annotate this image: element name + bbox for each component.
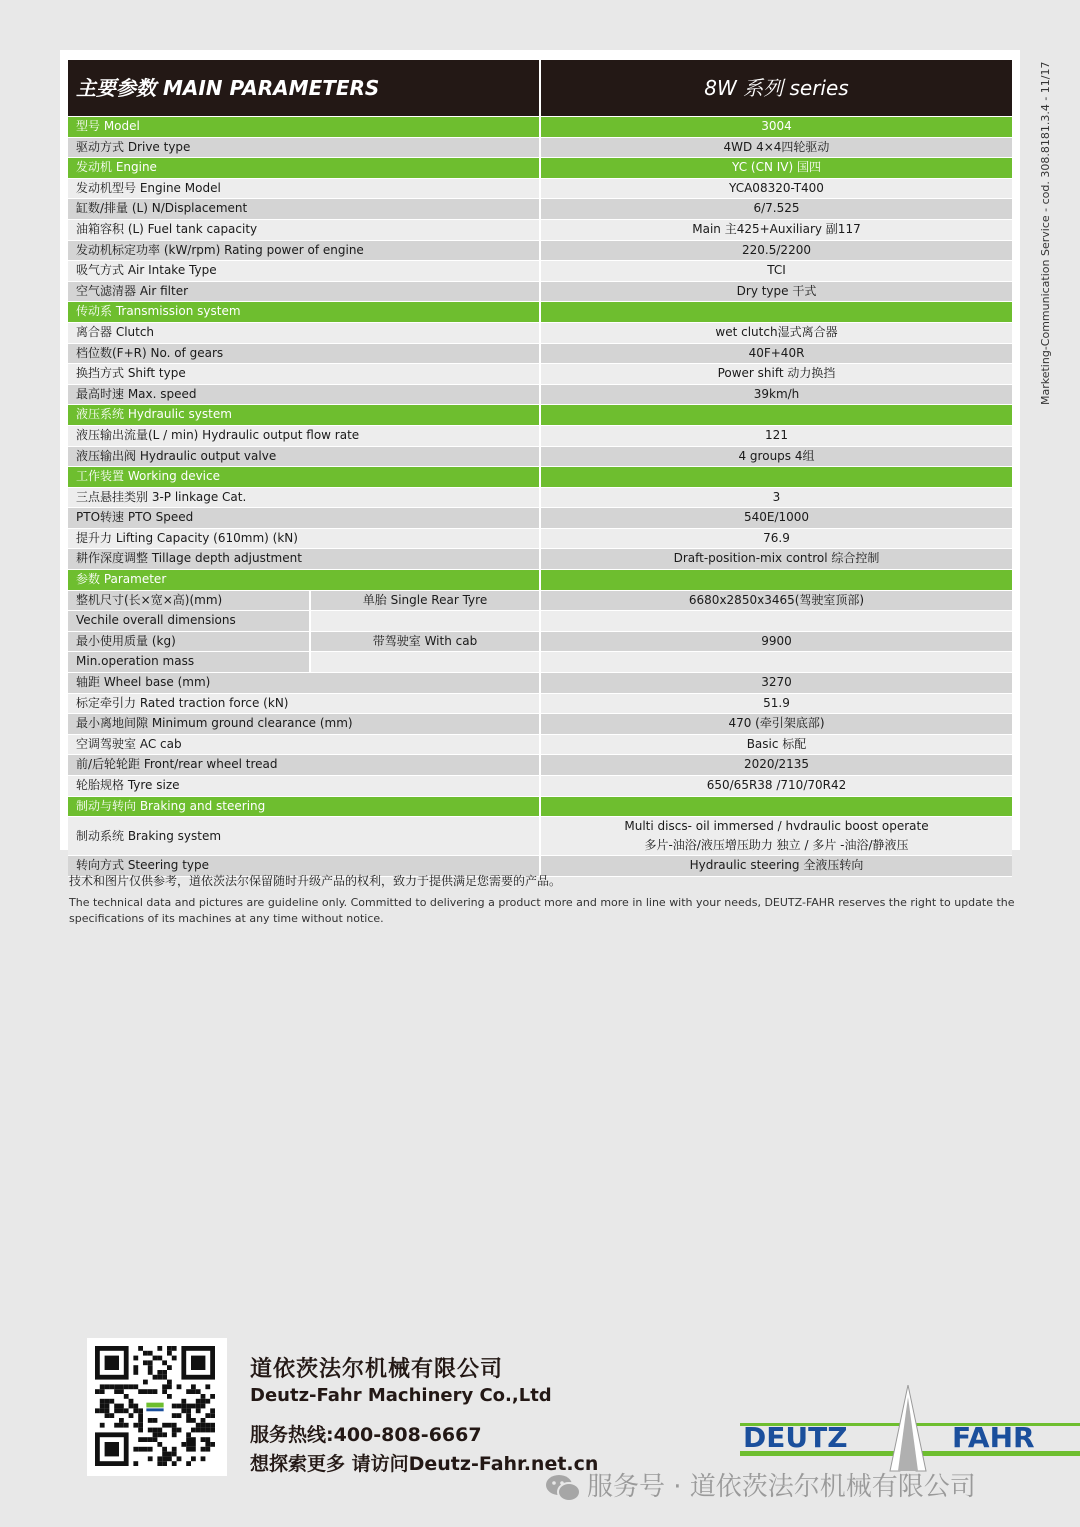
logo-text-left: DEUTZ xyxy=(743,1421,848,1454)
row-label: 缸数/排量 (L) N/Displacement xyxy=(68,199,540,220)
qr-code-icon xyxy=(87,1338,227,1476)
row-value xyxy=(540,302,1012,323)
deutz-fahr-logo xyxy=(740,1385,1080,1475)
row-value: 4WD 4×4四轮驱动 xyxy=(540,137,1012,158)
disclaimer xyxy=(69,872,1029,927)
row-value: 470 (牵引架底部) xyxy=(540,714,1012,735)
row-value: 76.9 xyxy=(540,528,1012,549)
row-label: 制动系统 Braking system xyxy=(68,817,540,856)
row-label: 驱动方式 Drive type xyxy=(68,137,540,158)
row-sub-label: 带驾驶室 With cab xyxy=(310,631,540,652)
table-row xyxy=(68,219,1012,240)
row-label: 发动机标定功率 (kW/rpm) Rating power of engine xyxy=(68,240,540,261)
table-row xyxy=(68,549,1012,570)
row-label-en: Vechile overall dimensions xyxy=(68,611,310,632)
table-header xyxy=(68,60,1012,117)
row-label: 发动机型号 Engine Model xyxy=(68,178,540,199)
row-value: Main 主425+Auxiliary 副117 xyxy=(540,219,1012,240)
row-label: 油箱容积 (L) Fuel tank capacity xyxy=(68,219,540,240)
row-value: 6680x2850x3465(驾驶室顶部) xyxy=(540,590,1012,611)
table-row xyxy=(68,487,1012,508)
service-hotline: 服务热线:400-808-6667 xyxy=(250,1424,482,1446)
row-value: 540E/1000 xyxy=(540,508,1012,529)
row-label: 换挡方式 Shift type xyxy=(68,364,540,385)
section-row xyxy=(68,467,1012,488)
section-row xyxy=(68,405,1012,426)
row-value: 6/7.525 xyxy=(540,199,1012,220)
row-value: Draft-position-mix control 综合控制 xyxy=(540,549,1012,570)
row-label: 工作装置 Working device xyxy=(68,467,540,488)
row-label: 空调驾驶室 AC cab xyxy=(68,734,540,755)
row-value: 9900 xyxy=(540,631,1012,652)
row-value: 2020/2135 xyxy=(540,755,1012,776)
row-label: 离合器 Clutch xyxy=(68,322,540,343)
table-row xyxy=(68,199,1012,220)
row-value: YC (CN IV) 国四 xyxy=(540,158,1012,179)
row-label: PTO转速 PTO Speed xyxy=(68,508,540,529)
row-value: Basic 标配 xyxy=(540,734,1012,755)
section-row xyxy=(68,158,1012,179)
row-value: wet clutch湿式离合器 xyxy=(540,322,1012,343)
header-series: 8W 系列 series xyxy=(540,60,1012,117)
table-row xyxy=(68,384,1012,405)
row-label: 整机尺寸(长×宽×高)(mm) xyxy=(68,590,310,611)
document-code: Marketing-Communication Service - cod. 308.8181.3.4 - 11/17 xyxy=(1039,61,1052,405)
row-sub-empty xyxy=(310,652,540,673)
company-info xyxy=(250,1352,598,1476)
table-row xyxy=(68,693,1012,714)
company-name-en: Deutz-Fahr Machinery Co.,Ltd xyxy=(250,1385,552,1406)
spec-card xyxy=(60,50,1020,873)
row-label: 发动机 Engine xyxy=(68,158,540,179)
table-row xyxy=(68,631,1012,652)
row-value xyxy=(540,405,1012,426)
row-value xyxy=(540,467,1012,488)
company-name-cn: 道依茨法尔机械有限公司 xyxy=(250,1357,504,1382)
row-label: 三点悬挂类别 3-P linkage Cat. xyxy=(68,487,540,508)
row-value: 650/65R38 /710/70R42 xyxy=(540,776,1012,797)
row-label: 液压输出阀 Hydraulic output valve xyxy=(68,446,540,467)
row-label: 档位数(F+R) No. of gears xyxy=(68,343,540,364)
disclaimer-cn: 技术和图片仅供参考，道依茨法尔保留随时升级产品的权利，致力于提供满足您需要的产品。 xyxy=(69,874,562,888)
section-row xyxy=(68,570,1012,591)
logo-text-right: FAHR xyxy=(952,1421,1035,1454)
row-value-empty xyxy=(540,611,1012,632)
row-label: 转向方式 Steering type xyxy=(68,856,540,877)
wechat-watermark xyxy=(545,1466,976,1503)
braking-value-en: Multi discs- oil immersed / hvdraulic boost operate xyxy=(624,819,929,834)
spec-table xyxy=(68,60,1012,877)
row-label: 最高时速 Max. speed xyxy=(68,384,540,405)
table-row xyxy=(68,322,1012,343)
table-row xyxy=(68,261,1012,282)
table-row xyxy=(68,528,1012,549)
row-value xyxy=(540,796,1012,817)
table-row xyxy=(68,364,1012,385)
table-row xyxy=(68,734,1012,755)
section-row xyxy=(68,302,1012,323)
table-row xyxy=(68,714,1012,735)
table-row xyxy=(68,508,1012,529)
section-row xyxy=(68,117,1012,138)
row-label: 最小离地间隙 Minimum ground clearance (mm) xyxy=(68,714,540,735)
row-value xyxy=(540,817,1012,856)
table-row xyxy=(68,817,1012,856)
row-label: 提升力 Lifting Capacity (610mm) (kN) xyxy=(68,528,540,549)
row-label: 制动与转向 Braking and steering xyxy=(68,796,540,817)
row-label: 最小使用质量 (kg) xyxy=(68,631,310,652)
disclaimer-en: The technical data and pictures are guideline only. Committed to delivering a product more and more in line with your needs, DEUTZ-FAHR reserves the right to update the specifications of its machines at any time without notice. xyxy=(69,896,1015,925)
row-sub-label: 单胎 Single Rear Tyre xyxy=(310,590,540,611)
table-row xyxy=(68,590,1012,611)
row-label: 轮胎规格 Tyre size xyxy=(68,776,540,797)
row-value: 3004 xyxy=(540,117,1012,138)
row-value: 3270 xyxy=(540,673,1012,694)
row-label: 耕作深度调整 Tillage depth adjustment xyxy=(68,549,540,570)
row-value: 4 groups 4组 xyxy=(540,446,1012,467)
table-row xyxy=(68,178,1012,199)
row-label: 标定牵引力 Rated traction force (kN) xyxy=(68,693,540,714)
table-row xyxy=(68,281,1012,302)
braking-value-cn: 多片-油浴/液压增压助力 独立 / 多片 -油浴/静液压 xyxy=(644,838,909,853)
watermark-text: 服务号 · 道依茨法尔机械有限公司 xyxy=(587,1472,976,1502)
section-row xyxy=(68,796,1012,817)
row-value: Dry type 干式 xyxy=(540,281,1012,302)
row-label: 吸气方式 Air Intake Type xyxy=(68,261,540,282)
website-visit: 想探索更多 请访问Deutz-Fahr.net.cn xyxy=(250,1453,599,1475)
table-row xyxy=(68,137,1012,158)
row-value: Power shift 动力换挡 xyxy=(540,364,1012,385)
row-value: 121 xyxy=(540,425,1012,446)
row-value: TCI xyxy=(540,261,1012,282)
row-label: 液压系统 Hydraulic system xyxy=(68,405,540,426)
row-label: 轴距 Wheel base (mm) xyxy=(68,673,540,694)
row-label: 传动系 Transmission system xyxy=(68,302,540,323)
row-value: 51.9 xyxy=(540,693,1012,714)
row-label-en: Min.operation mass xyxy=(68,652,310,673)
table-row xyxy=(68,425,1012,446)
row-value: 39km/h xyxy=(540,384,1012,405)
row-value: YCA08320-T400 xyxy=(540,178,1012,199)
table-row xyxy=(68,343,1012,364)
row-label: 型号 Model xyxy=(68,117,540,138)
logo-icon xyxy=(740,1385,1080,1475)
row-label: 参数 Parameter xyxy=(68,570,540,591)
row-value xyxy=(540,570,1012,591)
row-label: 空气滤清器 Air filter xyxy=(68,281,540,302)
wechat-icon xyxy=(545,1473,581,1503)
row-value: 3 xyxy=(540,487,1012,508)
table-row xyxy=(68,673,1012,694)
row-label: 液压输出流量(L / min) Hydraulic output flow rate xyxy=(68,425,540,446)
table-row xyxy=(68,776,1012,797)
table-row xyxy=(68,755,1012,776)
table-row xyxy=(68,611,1012,632)
row-value: 220.5/2200 xyxy=(540,240,1012,261)
table-row xyxy=(68,652,1012,673)
row-value: Hydraulic steering 全液压转向 xyxy=(540,856,1012,877)
table-row xyxy=(68,240,1012,261)
header-title: 主要参数 MAIN PARAMETERS xyxy=(68,60,540,117)
row-sub-empty xyxy=(310,611,540,632)
row-label: 前/后轮轮距 Front/rear wheel tread xyxy=(68,755,540,776)
row-value-empty xyxy=(540,652,1012,673)
qr-code xyxy=(87,1338,227,1476)
table-row xyxy=(68,446,1012,467)
row-value: 40F+40R xyxy=(540,343,1012,364)
